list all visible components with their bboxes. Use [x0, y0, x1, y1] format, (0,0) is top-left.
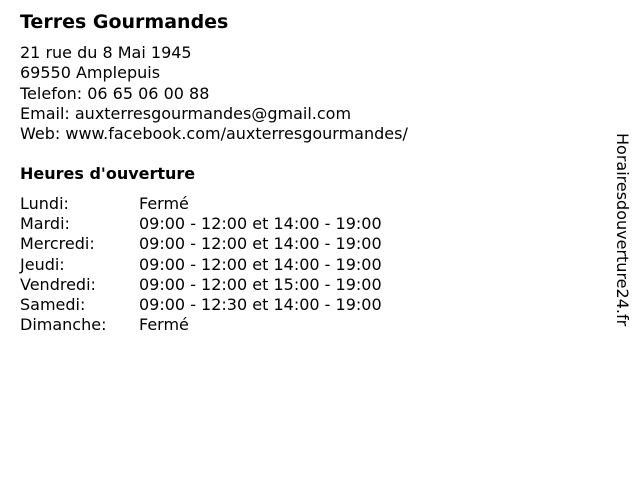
day-label: Samedi: [20, 295, 86, 315]
watermark-text: Horairesdouverture24.fr [613, 133, 632, 327]
hours-row-sunday [20, 315, 382, 335]
day-hours: Fermé [139, 194, 189, 213]
day-label: Jeudi: [20, 254, 65, 274]
email-address: Email: auxterresgourmandes@gmail.com [20, 103, 352, 123]
business-name: Terres Gourmandes [20, 11, 229, 33]
hours-table [20, 194, 382, 335]
day-hours: Fermé [139, 315, 189, 335]
phone-number: Telefon: 06 65 06 00 88 [20, 83, 210, 103]
street-address: 21 rue du 8 Mai 1945 [20, 43, 192, 62]
city-address: 69550 Amplepuis [20, 63, 161, 83]
contact-block [20, 43, 408, 144]
hours-row-tuesday [20, 214, 382, 234]
hours-heading: Heures d'ouverture [20, 164, 196, 183]
day-hours: 09:00 - 12:00 et 14:00 - 19:00 [139, 254, 382, 274]
day-hours: 09:00 - 12:30 et 14:00 - 19:00 [139, 295, 382, 315]
hours-row-friday [20, 275, 382, 295]
day-label: Dimanche: [20, 315, 107, 335]
day-hours: 09:00 - 12:00 et 14:00 - 19:00 [139, 214, 382, 234]
hours-row-thursday [20, 255, 382, 275]
hours-row-saturday [20, 295, 382, 315]
day-label: Vendredi: [20, 274, 96, 294]
day-label: Mardi: [20, 214, 70, 234]
hours-row-wednesday [20, 234, 382, 254]
day-hours: 09:00 - 12:00 et 14:00 - 19:00 [139, 234, 382, 254]
day-label: Lundi: [20, 194, 69, 213]
website-address: Web: www.facebook.com/auxterresgourmandes/ [20, 124, 408, 144]
hours-row-monday [20, 194, 382, 214]
day-hours: 09:00 - 12:00 et 15:00 - 19:00 [139, 274, 382, 294]
day-label: Mercredi: [20, 234, 95, 254]
